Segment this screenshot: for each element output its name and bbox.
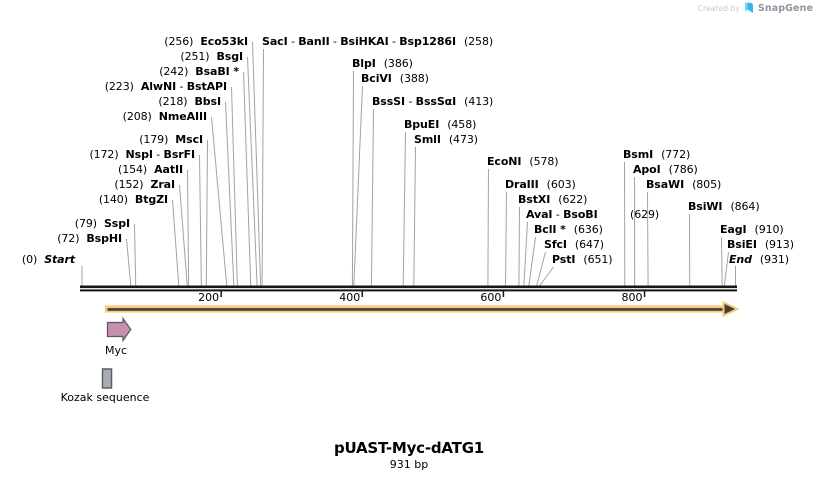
snapgene-logo-icon <box>744 2 754 14</box>
enzyme-site-label[interactable] <box>552 253 612 266</box>
enzyme-site-label[interactable] <box>114 178 175 191</box>
enzyme-site-label[interactable] <box>372 95 493 108</box>
leader-line <box>537 252 546 286</box>
enzyme-site-label[interactable] <box>544 238 604 251</box>
enzyme-site-label[interactable] <box>105 80 227 93</box>
site-position: (578) <box>529 155 559 168</box>
map-start-label[interactable] <box>22 253 75 266</box>
leader-line <box>539 267 553 286</box>
leader-line <box>352 71 353 286</box>
site-position: (172) <box>89 148 119 161</box>
site-position: (140) <box>98 193 128 206</box>
leader-line <box>200 155 202 286</box>
site-name: BsiWI <box>688 200 723 213</box>
site-name: BsgI <box>216 50 243 63</box>
site-name: BlpI <box>352 57 376 70</box>
site-name: BssSI - BssSαI <box>372 95 457 108</box>
site-name: BsaWI <box>646 178 685 191</box>
leader-line <box>722 237 723 286</box>
site-name: EagI <box>720 223 747 236</box>
site-name: BsaBI * <box>195 65 239 78</box>
enzyme-site-label[interactable] <box>158 95 221 108</box>
enzyme-site-label[interactable] <box>623 148 690 161</box>
enzyme-site-label[interactable] <box>534 223 603 236</box>
enzyme-site-label[interactable] <box>262 35 493 48</box>
enzyme-site-label[interactable] <box>526 208 660 221</box>
site-position: (603) <box>546 178 576 191</box>
leader-line <box>248 57 258 286</box>
site-name: Start <box>44 253 75 266</box>
site-position: (772) <box>661 148 691 161</box>
enzyme-site-label[interactable] <box>99 193 168 206</box>
site-position: (473) <box>448 133 478 146</box>
site-name: SmlI <box>414 133 441 146</box>
site-position: (242) <box>159 65 189 78</box>
site-name: DraIII <box>505 178 539 191</box>
site-name: End <box>729 253 752 266</box>
enzyme-site-label[interactable] <box>487 155 559 168</box>
enzyme-site-label[interactable] <box>688 200 760 213</box>
site-position: (251) <box>180 50 210 63</box>
site-position: (218) <box>158 95 188 108</box>
enzyme-site-label[interactable] <box>57 232 122 245</box>
enzyme-site-label[interactable] <box>123 110 207 123</box>
leader-line <box>180 185 188 286</box>
snapgene-watermark <box>698 2 813 14</box>
enzyme-site-label[interactable] <box>404 118 476 131</box>
sequence-span-arrow-core <box>108 308 723 311</box>
site-position: (179) <box>139 133 169 146</box>
site-position: (786) <box>668 163 698 176</box>
leader-line <box>262 49 263 286</box>
leader-line <box>519 207 520 286</box>
enzyme-site-label[interactable] <box>159 65 239 78</box>
myc-feature-arrow[interactable] <box>108 319 131 341</box>
site-position: (258) <box>463 35 494 48</box>
enzyme-site-label[interactable] <box>352 57 413 70</box>
site-position: (458) <box>447 118 477 131</box>
leader-line <box>414 147 416 286</box>
enzyme-site-label[interactable] <box>180 50 243 63</box>
site-position: (622) <box>558 193 588 206</box>
site-name: BspHI <box>86 232 122 245</box>
enzyme-site-label[interactable] <box>727 238 794 251</box>
site-position: (72) <box>57 232 80 245</box>
site-name: EcoNI <box>487 155 522 168</box>
enzyme-site-label[interactable] <box>720 223 784 236</box>
site-name: SacI - BanII - BsiHKAI - Bsp1286I <box>262 35 456 48</box>
leader-line <box>403 132 405 286</box>
enzyme-site-label[interactable] <box>518 193 587 206</box>
site-name: AatII <box>154 163 183 176</box>
title-block <box>0 440 818 471</box>
site-position: (223) <box>104 80 134 93</box>
enzyme-site-label[interactable] <box>75 217 130 230</box>
site-name: SfcI <box>544 238 567 251</box>
ruler-tick <box>362 290 364 298</box>
site-name: ApoI <box>633 163 661 176</box>
site-name: AlwNI - BstAPI <box>140 80 227 93</box>
kozak-feature-box[interactable] <box>103 369 112 388</box>
enzyme-site-label[interactable] <box>164 35 248 48</box>
leader-line <box>529 237 536 286</box>
leader-line <box>206 140 207 286</box>
leader-line <box>371 109 373 286</box>
site-position: (805) <box>692 178 722 191</box>
ruler-tick <box>220 290 222 298</box>
created-by-text: Created by <box>697 3 740 13</box>
site-position: (629) <box>630 208 660 221</box>
site-name: BbsI <box>194 95 221 108</box>
leader-line <box>506 192 507 286</box>
site-position: (0) <box>21 253 38 266</box>
site-name: BciVI <box>361 72 392 85</box>
site-name: BstXI <box>518 193 551 206</box>
site-position: (386) <box>383 57 413 70</box>
map-length: 931 bp <box>389 458 429 471</box>
site-name: PstI <box>552 253 576 266</box>
ruler-tick-label: 600 <box>480 290 502 304</box>
site-name: AvaI - BsoBI <box>526 208 598 221</box>
leader-line <box>127 239 131 286</box>
map-title: pUAST-Myc-dATG1 <box>333 439 485 457</box>
site-position: (647) <box>574 238 605 251</box>
enzyme-site-label[interactable] <box>361 72 429 85</box>
site-position: (152) <box>114 178 144 191</box>
site-name: BsmI <box>623 148 654 161</box>
ruler-tick-label: 400 <box>339 290 361 304</box>
site-position: (154) <box>118 163 148 176</box>
site-name: BsiEI <box>727 238 757 251</box>
enzyme-site-label[interactable] <box>139 133 203 146</box>
leader-line <box>253 42 261 286</box>
site-position: (651) <box>583 253 613 266</box>
leader-line <box>354 86 363 286</box>
leader-line <box>135 224 136 286</box>
ruler-tick <box>644 290 646 298</box>
leader-line <box>724 252 728 286</box>
snapgene-brand-text: SnapGene <box>757 2 813 14</box>
sequence-span-arrowhead <box>724 302 738 315</box>
site-position: (256) <box>164 35 194 48</box>
enzyme-site-label[interactable] <box>505 178 576 191</box>
site-name: BtgZI <box>134 193 168 206</box>
site-position: (208) <box>122 110 152 123</box>
site-position: (913) <box>764 238 794 251</box>
site-name: NmeAIII <box>158 110 207 123</box>
enzyme-site-label[interactable] <box>414 133 478 146</box>
site-position: (388) <box>399 72 429 85</box>
leader-line <box>488 169 489 286</box>
site-position: (636) <box>573 223 603 236</box>
site-name: SspI <box>103 217 130 230</box>
myc-feature-label: Myc <box>104 344 128 357</box>
site-position: (910) <box>754 223 784 236</box>
ruler-tick-label: 200 <box>198 290 220 304</box>
site-name: MscI <box>175 133 203 146</box>
ruler-tick <box>503 290 505 298</box>
site-name: BclI * <box>534 223 566 236</box>
leader-line <box>524 222 528 286</box>
site-name: ZraI <box>150 178 175 191</box>
leader-line <box>188 170 189 286</box>
site-position: (931) <box>759 253 790 266</box>
site-name: Eco53kI <box>200 35 248 48</box>
enzyme-site-label[interactable] <box>118 163 183 176</box>
enzyme-site-label[interactable] <box>646 178 721 191</box>
site-name: BpuEI <box>404 118 440 131</box>
map-end-label[interactable] <box>729 253 789 266</box>
enzyme-site-label[interactable] <box>633 163 698 176</box>
site-position: (864) <box>730 200 760 213</box>
site-position: (79) <box>74 217 97 230</box>
site-position: (413) <box>464 95 494 108</box>
ruler-tick-label: 800 <box>621 290 643 304</box>
leader-line <box>648 192 649 286</box>
kozak-feature-label: Kozak sequence <box>60 391 150 404</box>
site-name: NspI - BsrFI <box>125 148 195 161</box>
leader-line <box>173 200 179 286</box>
map-backbone-line <box>80 286 737 289</box>
enzyme-site-label[interactable] <box>89 148 195 161</box>
leader-line <box>212 117 227 286</box>
